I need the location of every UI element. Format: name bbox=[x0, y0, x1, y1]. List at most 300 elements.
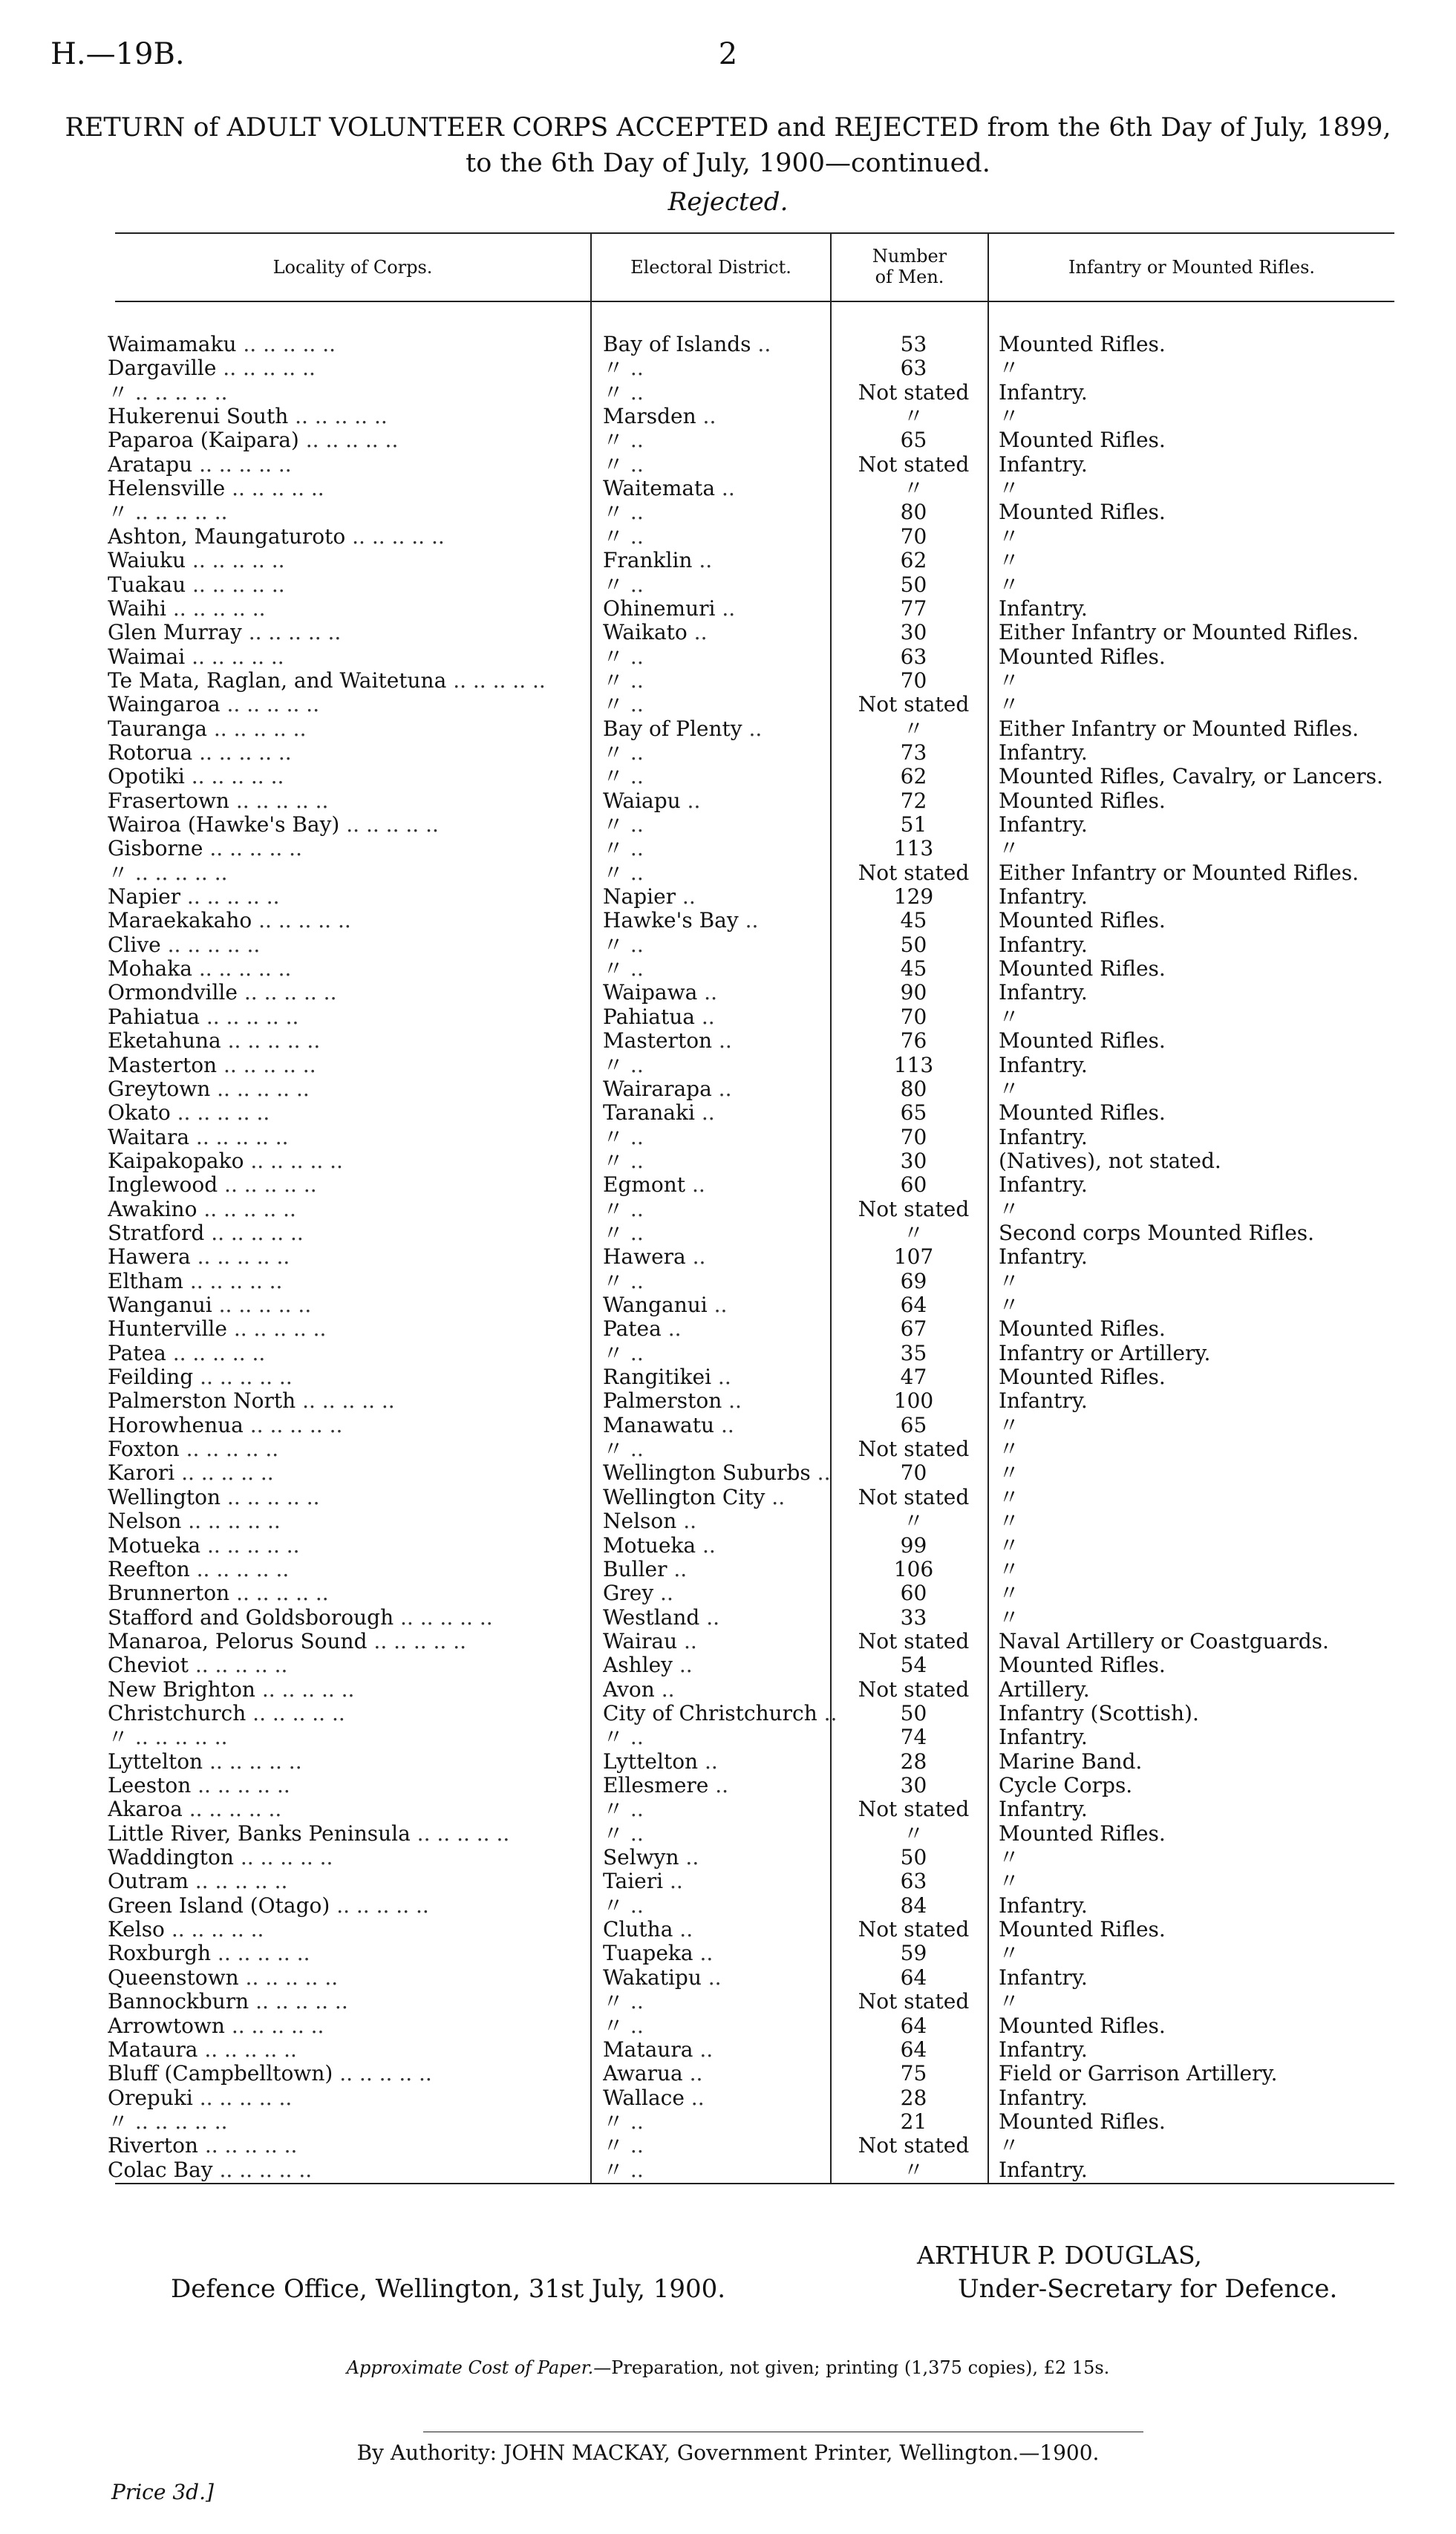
district-cell-text: City of Christchurch bbox=[603, 1702, 817, 1725]
dot-leader: .. bbox=[624, 1270, 644, 1293]
dot-leader: .. bbox=[711, 1365, 731, 1389]
number-cell: 〃 bbox=[903, 477, 924, 500]
table-row bbox=[0, 477, 1456, 500]
district-cell-text: 〃 bbox=[603, 933, 624, 957]
number-cell: 〃 bbox=[903, 717, 924, 741]
dot-leader: .. bbox=[693, 2038, 714, 2062]
locality-cell-text: Gisborne bbox=[108, 837, 203, 861]
locality-cell-text: Opotiki bbox=[108, 765, 185, 788]
number-cell: 51 bbox=[900, 813, 927, 837]
district-cell-text: 〃 bbox=[603, 1894, 624, 1918]
dot-leader: .. .. .. .. .. bbox=[212, 2158, 313, 2182]
locality-cell-text: Paparoa (Kaipara) bbox=[108, 428, 299, 452]
arm-cell: Infantry or Artillery. bbox=[999, 1342, 1211, 1365]
locality-cell-text: Outram bbox=[108, 1870, 189, 1893]
table-row bbox=[0, 933, 1456, 957]
locality-cell bbox=[108, 1270, 587, 1293]
district-cell bbox=[603, 837, 837, 861]
table-row bbox=[0, 1797, 1456, 1821]
signatory-title: Under-Secretary for Defence. bbox=[958, 2274, 1338, 2304]
district-cell-text: Taranaki bbox=[603, 1101, 695, 1125]
district-cell bbox=[603, 717, 837, 741]
table-row bbox=[0, 1822, 1456, 1846]
number-cell: 99 bbox=[900, 1534, 927, 1558]
dot-leader: .. bbox=[624, 837, 644, 861]
number-cell: 70 bbox=[900, 1461, 927, 1485]
locality-cell bbox=[108, 741, 587, 765]
district-cell-text: Waiapu bbox=[603, 789, 681, 813]
dot-leader: .. .. .. .. .. bbox=[166, 1342, 266, 1365]
locality-cell-text: Pahiatua bbox=[108, 1005, 200, 1029]
locality-cell-text: Kaipakopako bbox=[108, 1149, 244, 1173]
table-row bbox=[0, 1293, 1456, 1317]
district-cell bbox=[603, 1678, 837, 1702]
district-cell bbox=[603, 1966, 837, 1990]
district-cell bbox=[603, 549, 837, 572]
dot-leader: .. .. .. .. .. bbox=[181, 1509, 281, 1533]
arm-cell: Infantry (Scottish). bbox=[999, 1702, 1199, 1725]
number-cell: 70 bbox=[900, 669, 927, 693]
arm-cell: Infantry. bbox=[999, 1389, 1088, 1413]
locality-cell bbox=[108, 405, 587, 428]
arm-cell: Mounted Rifles, Cavalry, or Lancers. bbox=[999, 765, 1383, 788]
dot-leader: .. .. .. .. .. bbox=[237, 981, 337, 1005]
district-cell-text: 〃 bbox=[603, 525, 624, 549]
number-cell: 65 bbox=[900, 1101, 927, 1125]
district-cell-text: Bay of Plenty bbox=[603, 717, 742, 741]
number-cell: 65 bbox=[900, 428, 927, 452]
cost-text: —Preparation, not given; printing (1,375 copies), £2 15s. bbox=[593, 2357, 1110, 2378]
table-row bbox=[0, 1414, 1456, 1437]
dot-leader: .. bbox=[624, 2014, 644, 2038]
locality-cell bbox=[108, 2038, 587, 2062]
arm-cell: 〃 bbox=[999, 1534, 1020, 1558]
dot-leader: .. bbox=[696, 1534, 716, 1558]
number-cell: 84 bbox=[900, 1894, 927, 1918]
dot-leader: .. bbox=[624, 813, 644, 837]
number-cell: 129 bbox=[893, 885, 934, 909]
dot-leader: .. .. .. .. .. bbox=[216, 356, 316, 380]
district-cell bbox=[603, 381, 837, 405]
table-row bbox=[0, 1990, 1456, 2014]
dot-leader: .. bbox=[624, 500, 644, 524]
district-cell bbox=[603, 1365, 837, 1389]
arm-cell: 〃 bbox=[999, 693, 1020, 716]
dot-leader: .. .. .. .. .. bbox=[188, 1870, 288, 1893]
number-cell: 70 bbox=[900, 525, 927, 549]
arm-cell: Second corps Mounted Rifles. bbox=[999, 1221, 1315, 1245]
number-cell: Not stated bbox=[858, 693, 970, 716]
table-row bbox=[0, 693, 1456, 716]
district-cell-text: 〃 bbox=[603, 861, 624, 885]
column-header-arm: Infantry or Mounted Rifles. bbox=[1068, 257, 1316, 278]
dot-leader: .. .. .. .. .. bbox=[330, 1894, 429, 1918]
district-cell bbox=[603, 1221, 837, 1245]
arm-cell: 〃 bbox=[999, 1606, 1020, 1630]
table-row bbox=[0, 356, 1456, 380]
district-cell bbox=[603, 2134, 837, 2158]
arm-cell: Infantry. bbox=[999, 1725, 1088, 1749]
dot-leader: .. bbox=[624, 957, 644, 981]
locality-cell-text: Waitara bbox=[108, 1126, 190, 1149]
table-row bbox=[0, 789, 1456, 813]
arm-cell: Artillery. bbox=[999, 1678, 1090, 1702]
district-cell-text: Selwyn bbox=[603, 1846, 679, 1870]
dot-leader: .. bbox=[708, 1774, 729, 1797]
dot-leader: .. .. .. .. .. bbox=[229, 1581, 329, 1605]
district-cell bbox=[603, 741, 837, 765]
district-cell bbox=[603, 2086, 837, 2110]
district-cell bbox=[603, 2062, 837, 2086]
dot-leader: .. bbox=[624, 2110, 644, 2134]
district-cell bbox=[603, 1461, 837, 1485]
locality-cell-text: Cheviot bbox=[108, 1653, 189, 1677]
arm-cell: Infantry. bbox=[999, 1245, 1088, 1269]
dot-leader: .. bbox=[624, 428, 644, 452]
table-subtitle: Rejected. bbox=[667, 187, 789, 217]
number-cell: Not stated bbox=[858, 1630, 970, 1653]
dot-leader: .. .. .. .. .. bbox=[197, 2134, 298, 2158]
number-cell: 75 bbox=[900, 2062, 927, 2086]
dot-leader: .. bbox=[676, 885, 696, 909]
locality-cell-text: Eketahuna bbox=[108, 1029, 221, 1053]
table-row bbox=[0, 2134, 1456, 2158]
locality-cell-text: Lyttelton bbox=[108, 1750, 203, 1774]
dot-leader: .. bbox=[687, 621, 708, 644]
district-cell-text: 〃 bbox=[603, 1221, 624, 1245]
locality-cell-text: Palmerston North bbox=[108, 1389, 296, 1413]
district-cell-text: Tuapeka bbox=[603, 1942, 693, 1965]
dot-leader: .. .. .. .. .. bbox=[333, 2062, 432, 2086]
title-line-2: to the 6th Day of July, 1900—continued. bbox=[466, 148, 990, 178]
district-cell-text: 〃 bbox=[603, 669, 624, 693]
locality-cell-text: Arrowtown bbox=[108, 2014, 225, 2038]
district-cell-text: 〃 bbox=[603, 765, 624, 788]
table-row bbox=[0, 1846, 1456, 1870]
district-cell-text: 〃 bbox=[603, 957, 624, 981]
dot-leader: .. bbox=[738, 909, 759, 933]
district-cell-text: Ellesmere bbox=[603, 1774, 709, 1797]
locality-cell bbox=[108, 669, 587, 693]
arm-cell: 〃 bbox=[999, 1990, 1020, 2014]
district-cell-text: 〃 bbox=[603, 2110, 624, 2134]
dot-leader: .. bbox=[692, 549, 713, 572]
dot-leader: .. bbox=[712, 1029, 732, 1053]
locality-cell-text: Rotorua bbox=[108, 741, 193, 765]
arm-cell: Mounted Rifles. bbox=[999, 1822, 1166, 1846]
district-cell-text: Manawatu bbox=[603, 1414, 715, 1437]
locality-cell-text: Dargaville bbox=[108, 356, 217, 380]
dot-leader: .. .. .. .. .. bbox=[191, 1774, 290, 1797]
locality-cell bbox=[108, 885, 587, 909]
arm-cell: 〃 bbox=[999, 2134, 1020, 2158]
number-cell: Not stated bbox=[858, 861, 970, 885]
locality-cell-text: Te Mata, Raglan, and Waitetuna bbox=[108, 669, 447, 693]
dot-leader: .. .. .. .. .. bbox=[206, 717, 307, 741]
locality-cell bbox=[108, 1942, 587, 1965]
district-cell-text: Waitemata bbox=[603, 477, 716, 500]
arm-cell: Infantry. bbox=[999, 1966, 1088, 1990]
district-cell bbox=[603, 669, 837, 693]
arm-cell: Infantry. bbox=[999, 453, 1088, 477]
dot-leader: .. .. .. .. .. bbox=[345, 525, 445, 549]
dot-leader: .. .. .. .. .. bbox=[210, 1077, 310, 1101]
table-row bbox=[0, 381, 1456, 405]
locality-cell bbox=[108, 2134, 587, 2158]
district-cell-text: 〃 bbox=[603, 1149, 624, 1173]
locality-cell bbox=[108, 957, 587, 981]
table-row bbox=[0, 909, 1456, 933]
arm-cell: Infantry. bbox=[999, 813, 1088, 837]
dot-leader: .. bbox=[624, 1221, 644, 1245]
dot-leader: .. .. .. .. .. bbox=[128, 381, 228, 405]
district-cell-text: Hawke's Bay bbox=[603, 909, 739, 933]
locality-cell bbox=[108, 1797, 587, 1821]
locality-cell bbox=[108, 1918, 587, 1942]
locality-cell-text: Stafford and Goldsborough bbox=[108, 1606, 394, 1630]
district-cell-text: 〃 bbox=[603, 453, 624, 477]
district-cell-text: 〃 bbox=[603, 1725, 624, 1749]
district-cell bbox=[603, 1870, 837, 1893]
district-cell bbox=[603, 1653, 837, 1677]
number-cell: 64 bbox=[900, 1293, 927, 1317]
table-row bbox=[0, 741, 1456, 765]
district-cell bbox=[603, 405, 837, 428]
locality-cell bbox=[108, 453, 587, 477]
table-row bbox=[0, 1245, 1456, 1269]
table-row bbox=[0, 1101, 1456, 1125]
dot-leader: .. .. .. .. .. bbox=[220, 693, 320, 716]
number-cell: Not stated bbox=[858, 1198, 970, 1221]
dot-leader: .. bbox=[624, 381, 644, 405]
district-cell-text: Wairau bbox=[603, 1630, 678, 1653]
locality-cell-text: Maraekakaho bbox=[108, 909, 252, 933]
dot-leader: .. bbox=[624, 1822, 644, 1846]
arm-cell: 〃 bbox=[999, 1846, 1020, 1870]
district-cell-text: Napier bbox=[603, 885, 676, 909]
district-cell-text: Wellington City bbox=[603, 1486, 765, 1509]
dot-leader: .. bbox=[693, 1942, 714, 1965]
dot-leader: .. bbox=[685, 1245, 706, 1269]
district-cell bbox=[603, 597, 837, 621]
cost-note bbox=[0, 2357, 1456, 2378]
dot-leader: .. bbox=[696, 405, 716, 428]
dot-leader: .. bbox=[680, 789, 701, 813]
dot-leader: .. .. .. .. .. bbox=[218, 1173, 317, 1197]
table-row bbox=[0, 428, 1456, 452]
table-row bbox=[0, 333, 1456, 356]
district-cell-text: Motueka bbox=[603, 1534, 696, 1558]
arm-cell: 〃 bbox=[999, 1077, 1020, 1101]
table-row bbox=[0, 597, 1456, 621]
locality-cell-text: Hukerenui South bbox=[108, 405, 289, 428]
locality-cell bbox=[108, 2158, 587, 2182]
table-row bbox=[0, 1221, 1456, 1245]
district-cell-text: 〃 bbox=[603, 2134, 624, 2158]
locality-cell bbox=[108, 1486, 587, 1509]
table-row bbox=[0, 1894, 1456, 1918]
locality-cell-text: New Brighton bbox=[108, 1678, 255, 1702]
dot-leader: .. .. .. .. .. bbox=[197, 1198, 296, 1221]
number-cell: 59 bbox=[900, 1942, 927, 1965]
dot-leader: .. bbox=[817, 1702, 837, 1725]
locality-cell-text: Karori bbox=[108, 1461, 175, 1485]
table-row bbox=[0, 837, 1456, 861]
table-row bbox=[0, 1173, 1456, 1197]
arm-cell: Infantry. bbox=[999, 2086, 1088, 2110]
district-cell-text: 〃 bbox=[603, 1822, 624, 1846]
dot-leader: .. bbox=[677, 1630, 697, 1653]
arm-cell: Infantry. bbox=[999, 2158, 1088, 2182]
locality-cell bbox=[108, 525, 587, 549]
number-cell: 54 bbox=[900, 1653, 927, 1677]
table-bottom-rule bbox=[115, 2183, 1394, 2184]
dot-leader: .. bbox=[742, 717, 763, 741]
number-cell: 65 bbox=[900, 1414, 927, 1437]
dot-leader: .. bbox=[714, 1414, 734, 1437]
locality-cell-text: Waihi bbox=[108, 597, 166, 621]
district-cell bbox=[603, 333, 837, 356]
dot-leader: .. .. .. .. .. bbox=[160, 933, 261, 957]
number-cell: Not stated bbox=[858, 453, 970, 477]
locality-cell bbox=[108, 1870, 587, 1893]
locality-cell bbox=[108, 2110, 587, 2134]
district-cell-text: 〃 bbox=[603, 741, 624, 765]
arm-cell: Either Infantry or Mounted Rifles. bbox=[999, 861, 1359, 885]
district-cell-text: 〃 bbox=[603, 1054, 624, 1077]
dot-leader: .. bbox=[624, 933, 644, 957]
dot-leader: .. bbox=[667, 1558, 688, 1581]
number-cell: 100 bbox=[893, 1389, 934, 1413]
district-cell bbox=[603, 1149, 837, 1173]
dot-leader: .. .. .. .. .. bbox=[166, 597, 266, 621]
table-row bbox=[0, 765, 1456, 788]
dot-leader: .. .. .. .. .. bbox=[446, 669, 546, 693]
table-row bbox=[0, 2086, 1456, 2110]
table-row bbox=[0, 981, 1456, 1005]
arm-cell: Infantry. bbox=[999, 885, 1088, 909]
district-cell-text: 〃 bbox=[603, 693, 624, 716]
dot-leader: .. bbox=[697, 981, 717, 1005]
dot-leader: .. bbox=[715, 477, 735, 500]
dot-leader: .. .. .. .. .. bbox=[410, 1822, 510, 1846]
district-cell bbox=[603, 356, 837, 380]
locality-cell-text: Christchurch bbox=[108, 1702, 247, 1725]
district-cell bbox=[603, 933, 837, 957]
locality-cell bbox=[108, 1173, 587, 1197]
locality-cell-text: 〃 bbox=[108, 1725, 129, 1749]
district-cell-text: 〃 bbox=[603, 1270, 624, 1293]
locality-cell-text: Colac Bay bbox=[108, 2158, 213, 2182]
dot-leader: .. .. .. .. .. bbox=[252, 909, 351, 933]
dot-leader: .. bbox=[707, 1293, 728, 1317]
table-row bbox=[0, 2110, 1456, 2134]
dot-leader: .. .. .. .. .. bbox=[179, 1437, 279, 1461]
dot-leader: .. bbox=[624, 1725, 644, 1749]
arm-cell: 〃 bbox=[999, 837, 1020, 861]
dot-leader: .. .. .. .. .. bbox=[217, 1054, 316, 1077]
number-cell: Not stated bbox=[858, 1797, 970, 1821]
locality-cell-text: Masterton bbox=[108, 1054, 218, 1077]
district-cell bbox=[603, 2110, 837, 2134]
number-cell: 47 bbox=[900, 1365, 927, 1389]
locality-cell-text: Helensville bbox=[108, 477, 226, 500]
number-cell: 64 bbox=[900, 2038, 927, 2062]
locality-cell bbox=[108, 573, 587, 597]
dot-leader: .. .. .. .. .. bbox=[184, 765, 284, 788]
dot-leader: .. .. .. .. .. bbox=[339, 813, 439, 837]
dot-leader: .. .. .. .. .. bbox=[367, 1630, 467, 1653]
district-cell-text: Ohinemuri bbox=[603, 597, 716, 621]
table-row bbox=[0, 1678, 1456, 1702]
dot-leader: .. bbox=[694, 1005, 715, 1029]
district-cell-text: Wellington Suburbs bbox=[603, 1461, 811, 1485]
locality-cell-text: Bannockburn bbox=[108, 1990, 249, 2014]
district-cell-text: Lyttelton bbox=[603, 1750, 699, 1774]
locality-cell-text: Awakino bbox=[108, 1198, 197, 1221]
district-cell-text: Avon bbox=[603, 1678, 655, 1702]
district-cell-text: 〃 bbox=[603, 500, 624, 524]
locality-cell-text: Nelson bbox=[108, 1509, 182, 1533]
arm-cell: 〃 bbox=[999, 669, 1020, 693]
dot-leader: .. bbox=[765, 1486, 786, 1509]
locality-cell bbox=[108, 333, 587, 356]
dot-leader: .. .. .. .. .. bbox=[170, 1101, 270, 1125]
dot-leader: .. .. .. .. .. bbox=[180, 885, 280, 909]
number-cell: 73 bbox=[900, 741, 927, 765]
arm-cell: Mounted Rifles. bbox=[999, 1029, 1166, 1053]
table-row bbox=[0, 1725, 1456, 1749]
district-cell-text: 〃 bbox=[603, 356, 624, 380]
district-cell-text: Wakatipu bbox=[603, 1966, 702, 1990]
locality-cell bbox=[108, 549, 587, 572]
dot-leader: .. .. .. .. .. bbox=[128, 861, 228, 885]
district-cell bbox=[603, 1173, 837, 1197]
number-cell: 62 bbox=[900, 765, 927, 788]
locality-cell bbox=[108, 837, 587, 861]
locality-cell bbox=[108, 645, 587, 669]
table-row bbox=[0, 500, 1456, 524]
table-row bbox=[0, 2158, 1456, 2182]
district-cell bbox=[603, 1126, 837, 1149]
district-cell-text: 〃 bbox=[603, 1198, 624, 1221]
dot-leader: .. bbox=[624, 1126, 644, 1149]
locality-cell bbox=[108, 1342, 587, 1365]
district-cell bbox=[603, 428, 837, 452]
locality-cell bbox=[108, 1365, 587, 1389]
district-cell bbox=[603, 1342, 837, 1365]
locality-cell bbox=[108, 2014, 587, 2038]
dot-leader: .. bbox=[699, 1606, 719, 1630]
dot-leader: .. .. .. .. .. bbox=[200, 1534, 300, 1558]
dot-leader: .. .. .. .. .. bbox=[225, 477, 324, 500]
table-row bbox=[0, 1966, 1456, 1990]
locality-cell bbox=[108, 2086, 587, 2110]
number-cell: 28 bbox=[900, 1750, 927, 1774]
table-row bbox=[0, 1509, 1456, 1533]
dot-leader: .. bbox=[624, 1054, 644, 1077]
number-cell: 53 bbox=[900, 333, 927, 356]
arm-cell: 〃 bbox=[999, 1437, 1020, 1461]
district-cell-text: Grey bbox=[603, 1581, 654, 1605]
district-cell bbox=[603, 957, 837, 981]
arm-cell: Mounted Rifles. bbox=[999, 957, 1166, 981]
locality-cell bbox=[108, 2062, 587, 2086]
arm-cell: 〃 bbox=[999, 1461, 1020, 1485]
locality-cell bbox=[108, 477, 587, 500]
dot-leader: .. bbox=[624, 573, 644, 597]
number-cell: 63 bbox=[900, 356, 927, 380]
